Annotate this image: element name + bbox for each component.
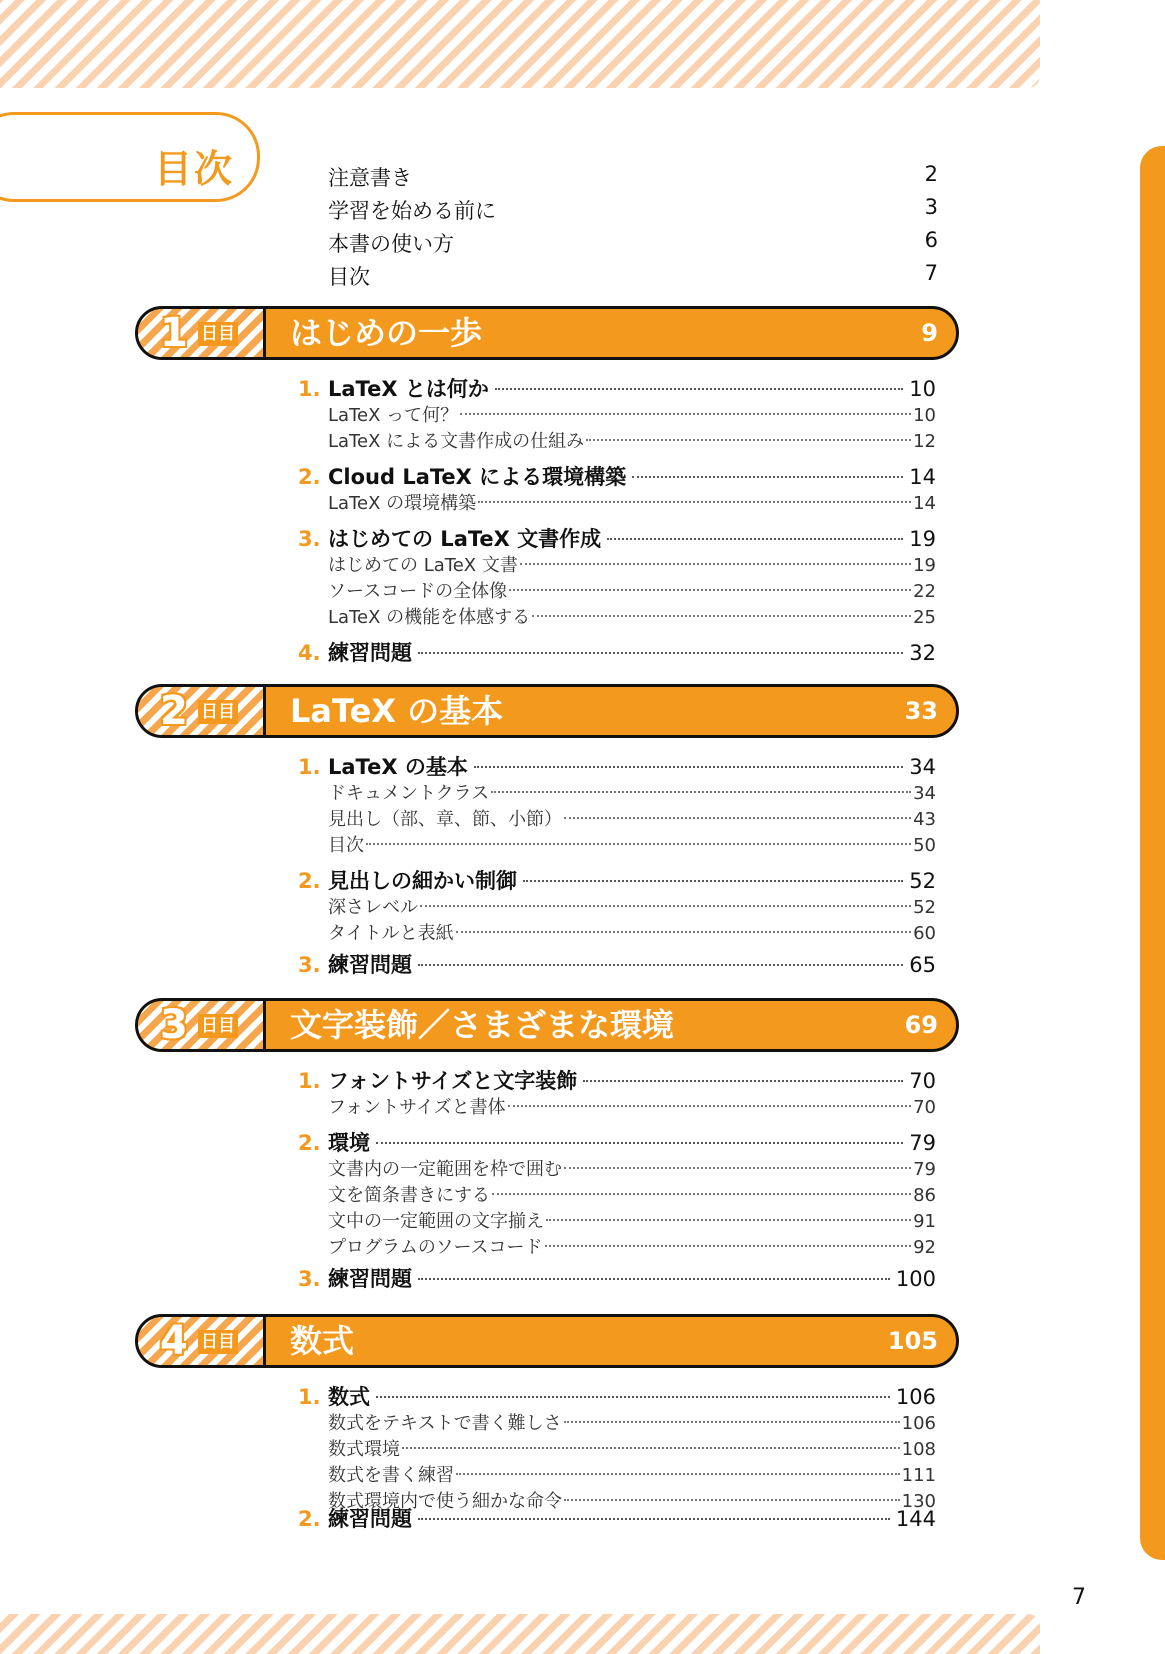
- section-number: 1.: [298, 1385, 321, 1409]
- subsection-page: 50: [913, 835, 936, 856]
- subsection-entry[interactable]: [328, 489, 936, 513]
- day-page: 33: [904, 697, 938, 725]
- day-label: 日目: [198, 1014, 238, 1038]
- page-number: 7: [1072, 1585, 1086, 1610]
- bottom-stripe-band: [0, 1614, 1040, 1654]
- dot-leader: [376, 1396, 890, 1398]
- subsection-entry[interactable]: [328, 805, 936, 829]
- dot-leader: [545, 1245, 912, 1247]
- day-page: 105: [887, 1327, 938, 1355]
- toc-entry-page: 6: [924, 228, 938, 252]
- subsection-entry[interactable]: [328, 1409, 936, 1433]
- section-entry[interactable]: [298, 373, 936, 399]
- dot-leader: [418, 1278, 890, 1280]
- section-title: 見出しの細かい制御: [328, 869, 517, 893]
- dot-leader: [402, 1447, 900, 1449]
- toc-entry-page: 3: [924, 195, 938, 219]
- subsection-title: 数式環境内で使う細かな命令: [328, 1491, 562, 1512]
- section-page: 79: [909, 1131, 936, 1155]
- day-page: 9: [921, 319, 938, 347]
- dot-leader: [564, 1421, 900, 1423]
- subsection-page: 60: [913, 923, 936, 944]
- section-entry[interactable]: [298, 1381, 936, 1407]
- subsection-title: はじめての LaTeX 文書: [328, 555, 518, 576]
- subsection-page: 70: [913, 1097, 936, 1118]
- toc-entry[interactable]: [328, 261, 938, 291]
- subsection-page: 10: [913, 405, 936, 426]
- toc-entry-page: 2: [924, 162, 938, 186]
- section-page: 34: [909, 755, 936, 779]
- section-title: 練習問題: [328, 953, 412, 977]
- section-entry[interactable]: [298, 949, 936, 975]
- side-index-tab: [1140, 146, 1165, 1560]
- day-badge: [138, 309, 266, 357]
- section-page: 70: [909, 1069, 936, 1093]
- subsection-page: 111: [901, 1465, 936, 1486]
- section-page: 106: [895, 1385, 936, 1409]
- section-page: 14: [909, 465, 936, 489]
- dot-leader: [418, 1518, 890, 1520]
- section-entry[interactable]: [298, 637, 936, 663]
- toc-heading: 目次: [154, 147, 235, 191]
- dot-leader: [491, 791, 911, 793]
- section-number: 4.: [298, 641, 321, 665]
- section-number: 3.: [298, 1267, 321, 1291]
- day-header-bar[interactable]: [135, 306, 959, 360]
- section-title: 練習問題: [328, 1267, 412, 1291]
- section-title: LaTeX の基本: [328, 755, 468, 779]
- subsection-title: LaTeX って何？: [328, 405, 459, 426]
- section-number: 1.: [298, 755, 321, 779]
- dot-leader: [418, 964, 903, 966]
- subsection-title: 文中の一定範囲の文字揃え: [328, 1211, 544, 1232]
- section-number: 2.: [298, 1507, 321, 1531]
- day-badge: [138, 687, 266, 735]
- dot-leader: [583, 1080, 903, 1082]
- day-header-bar[interactable]: [135, 684, 959, 738]
- subsection-page: 106: [901, 1413, 936, 1434]
- top-stripe-band: [0, 0, 1040, 88]
- day-title: 文字装飾／さまざまな環境: [290, 1006, 675, 1044]
- section-page: 100: [895, 1267, 936, 1291]
- subsection-entry[interactable]: [328, 551, 936, 575]
- dot-leader: [478, 501, 911, 503]
- subsection-page: 108: [901, 1439, 936, 1460]
- dot-leader: [376, 1142, 903, 1144]
- toc-entry-page: 7: [924, 261, 938, 285]
- day-number: 4: [160, 1318, 188, 1364]
- day-page: 69: [904, 1011, 938, 1039]
- subsection-title: 深さレベル: [328, 897, 418, 918]
- subsection-entry[interactable]: [328, 401, 936, 425]
- toc-entry-title: 本書の使い方: [328, 232, 454, 256]
- subsection-entry[interactable]: [328, 893, 936, 917]
- subsection-title: 目次: [328, 835, 364, 856]
- dot-leader: [586, 439, 911, 441]
- section-page: 10: [909, 377, 936, 401]
- subsection-title: 文書内の一定範囲を枠で囲む: [328, 1159, 562, 1180]
- subsection-title: 見出し（部、章、節、小節）: [328, 809, 562, 830]
- subsection-entry[interactable]: [328, 1181, 936, 1205]
- dot-leader: [474, 766, 903, 768]
- subsection-page: 34: [913, 783, 936, 804]
- section-entry[interactable]: [298, 1263, 936, 1289]
- day-number: 1: [160, 310, 188, 356]
- day-header-bar[interactable]: [135, 998, 959, 1052]
- dot-leader: [564, 817, 911, 819]
- subsection-page: 14: [913, 493, 936, 514]
- subsection-entry[interactable]: [328, 779, 936, 803]
- dot-leader: [460, 413, 911, 415]
- day-title: LaTeX の基本: [290, 692, 504, 730]
- subsection-entry[interactable]: [328, 919, 936, 943]
- subsection-title: プログラムのソースコード: [328, 1237, 543, 1258]
- subsection-entry[interactable]: [328, 603, 936, 627]
- section-number: 2.: [298, 869, 321, 893]
- section-number: 1.: [298, 377, 321, 401]
- dot-leader: [607, 538, 903, 540]
- subsection-page: 91: [913, 1211, 936, 1232]
- subsection-page: 19: [913, 555, 936, 576]
- subsection-entry[interactable]: [328, 1461, 936, 1485]
- day-number: 2: [160, 688, 188, 734]
- subsection-title: 数式をテキストで書く難しさ: [328, 1413, 562, 1434]
- dot-leader: [508, 1105, 911, 1107]
- dot-leader: [520, 563, 911, 565]
- day-badge: [138, 1001, 266, 1049]
- section-title: フォントサイズと文字装飾: [328, 1069, 578, 1093]
- day-label: 日目: [198, 322, 238, 346]
- subsection-page: 12: [913, 431, 936, 452]
- subsection-entry[interactable]: [328, 427, 936, 451]
- subsection-page: 25: [913, 607, 936, 628]
- subsection-entry[interactable]: [328, 577, 936, 601]
- dot-leader: [495, 388, 903, 390]
- day-label: 日目: [198, 700, 238, 724]
- subsection-page: 43: [913, 809, 936, 830]
- toc-entry[interactable]: [328, 228, 938, 258]
- toc-entry-title: 目次: [328, 265, 370, 289]
- subsection-entry[interactable]: [328, 831, 936, 855]
- section-title: はじめての LaTeX 文書作成: [328, 527, 602, 551]
- section-page: 52: [909, 869, 936, 893]
- subsection-page: 130: [901, 1491, 936, 1512]
- subsection-title: タイトルと表紙: [328, 923, 454, 944]
- day-title: 数式: [290, 1322, 355, 1360]
- day-header-bar[interactable]: [135, 1314, 959, 1368]
- section-entry[interactable]: [298, 523, 936, 549]
- section-page: 65: [909, 953, 936, 977]
- section-entry[interactable]: [298, 865, 936, 891]
- subsection-title: 文を箇条書きにする: [328, 1185, 490, 1206]
- subsection-title: LaTeX の環境構築: [328, 493, 477, 514]
- subsection-page: 22: [913, 581, 936, 602]
- subsection-page: 86: [913, 1185, 936, 1206]
- section-title: 環境: [328, 1131, 370, 1155]
- section-title: LaTeX とは何か: [328, 377, 489, 401]
- subsection-entry[interactable]: [328, 1093, 936, 1117]
- dot-leader: [523, 880, 903, 882]
- section-title: 数式: [328, 1385, 370, 1409]
- toc-entry-title: 学習を始める前に: [328, 199, 496, 223]
- subsection-entry[interactable]: [328, 1207, 936, 1231]
- dot-leader: [456, 931, 911, 933]
- section-number: 3.: [298, 953, 321, 977]
- section-entry[interactable]: [298, 461, 936, 487]
- section-entry[interactable]: [298, 1503, 936, 1529]
- subsection-title: 数式を書く練習: [328, 1465, 454, 1486]
- section-number: 2.: [298, 465, 321, 489]
- section-number: 1.: [298, 1069, 321, 1093]
- dot-leader: [420, 905, 911, 907]
- subsection-title: LaTeX による文書作成の仕組み: [328, 431, 585, 452]
- day-label: 日目: [198, 1330, 238, 1354]
- dot-leader: [564, 1167, 911, 1169]
- subsection-title: フォントサイズと書体: [328, 1097, 506, 1118]
- toc-entry-title: 注意書き: [328, 166, 412, 190]
- subsection-title: LaTeX の機能を体感する: [328, 607, 531, 628]
- day-title: はじめの一歩: [290, 314, 483, 352]
- subsection-entry[interactable]: [328, 1435, 936, 1459]
- dot-leader: [632, 476, 903, 478]
- dot-leader: [546, 1219, 911, 1221]
- dot-leader: [532, 615, 911, 617]
- toc-entry[interactable]: [328, 162, 938, 192]
- section-entry[interactable]: [298, 751, 936, 777]
- section-title: Cloud LaTeX による環境構築: [328, 465, 627, 489]
- section-number: 2.: [298, 1131, 321, 1155]
- subsection-title: ドキュメントクラス: [328, 783, 490, 804]
- day-number: 3: [160, 1002, 188, 1048]
- section-entry[interactable]: [298, 1127, 936, 1153]
- section-page: 32: [909, 641, 936, 665]
- subsection-entry[interactable]: [328, 1155, 936, 1179]
- dot-leader: [492, 1193, 911, 1195]
- dot-leader: [509, 589, 911, 591]
- dot-leader: [366, 843, 911, 845]
- subsection-page: 52: [913, 897, 936, 918]
- dot-leader: [418, 652, 903, 654]
- subsection-title: ソースコードの全体像: [328, 581, 508, 602]
- section-entry[interactable]: [298, 1065, 936, 1091]
- dot-leader: [456, 1473, 900, 1475]
- section-page: 19: [909, 527, 936, 551]
- subsection-page: 92: [913, 1237, 936, 1258]
- subsection-entry[interactable]: [328, 1233, 936, 1257]
- toc-entry[interactable]: [328, 195, 938, 225]
- section-title: 練習問題: [328, 1507, 412, 1531]
- section-title: 練習問題: [328, 641, 412, 665]
- section-page: 144: [895, 1507, 936, 1531]
- day-badge: [138, 1317, 266, 1365]
- section-number: 3.: [298, 527, 321, 551]
- subsection-title: 数式環境: [328, 1439, 400, 1460]
- subsection-page: 79: [913, 1159, 936, 1180]
- dot-leader: [564, 1499, 900, 1501]
